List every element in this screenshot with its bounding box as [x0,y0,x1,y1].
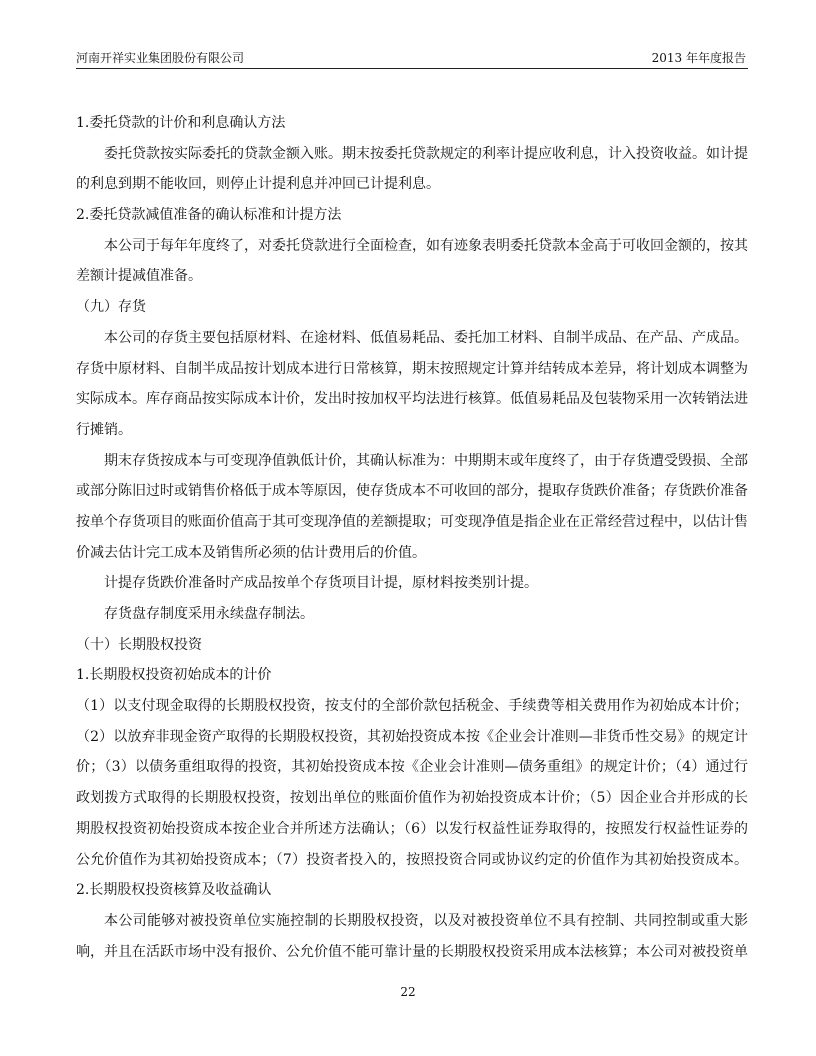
paragraph-line: 的利息到期不能收回，则停止计提利息并冲回已计提利息。 [76,176,440,193]
paragraph-line: 委托贷款按实际委托的贷款金额入账。期末按委托贷款规定的利率计提应收利息，计入投资收益。如计提 [104,145,748,162]
page-number: 22 [400,985,416,999]
paragraph-line: （1）以支付现金取得的长期股权投资，按支付的全部价款包括税金、手续费等相关费用作为初始成本计价； [76,698,748,715]
paragraph-line: 公允价值作为其初始投资成本；（7）投资者投入的，按照投资合同或协议约定的价值作为其初始投资成本。 [76,851,748,868]
paragraph-line: 或部分陈旧过时或销售价格低于成本等原因，使存货成本不可收回的部分，提取存货跌价准备；存货跌价准备 [76,483,748,500]
paragraph-line: 实际成本。库存商品按实际成本计价，发出时按加权平均法进行核算。低值易耗品及包装物采用一次转销法进 [76,391,748,408]
paragraph-line: 存货中原材料、自制半成品按计划成本进行日常核算，期末按照规定计算并结转成本差异，将计划成本调整为 [76,360,748,377]
paragraph-line: 计提存货跌价准备时产成品按单个存货项目计提，原材料按类别计提。 [104,575,538,592]
paragraph-line: 政划拨方式取得的长期股权投资，按划出单位的账面价值作为初始投资成本计价；（5）因企业合并形成的长 [76,790,748,807]
paragraph-line: 差额计提减值准备。 [76,268,202,285]
paragraph-line: 期末存货按成本与可变现净值孰低计价，其确认标准为：中期期末或年度终了，由于存货遭受毁损、全部 [104,452,748,469]
document-body [76,108,748,967]
paragraph-line: 价；（3）以债务重组取得的投资，其初始投资成本按《企业会计准则—债务重组》的规定计价；（4）通过行 [76,759,748,776]
heading-entrusted-loan-impairment: 2.委托贷款减值准备的确认标准和计提方法 [76,207,342,224]
report-title: 2013 年年度报告 [651,51,746,65]
paragraph-line: 价减去估计完工成本及销售所必须的估计费用后的价值。 [76,544,426,561]
paragraph-line: （2）以放弃非现金资产取得的长期股权投资，其初始投资成本按《企业会计准则—非货币性交易》的规定计 [76,728,748,745]
paragraph-line: 按单个存货项目的账面价值高于其可变现净值的差额提取；可变现净值是指企业在正常经营过程中，以估计售 [76,513,748,530]
heading-accounting-income: 2.长期股权投资核算及收益确认 [76,882,272,899]
paragraph-line: 期股权投资初始投资成本按企业合并所述方法确认；（6）以发行权益性证券取得的，按照发行权益性证券的 [76,820,748,837]
heading-entrusted-loan-pricing: 1.委托贷款的计价和利息确认方法 [76,115,286,131]
section-heading-long-term-equity: （十）长期股权投资 [76,636,202,653]
paragraph-line: 存货盘存制度采用永续盘存制法。 [104,606,314,622]
company-name: 河南开祥实业集团股份有限公司 [76,51,245,65]
paragraph-line: 本公司的存货主要包括原材料、在途材料、低值易耗品、委托加工材料、自制半成品、在产品、产成品。 [104,329,748,346]
paragraph-line: 行摊销。 [76,421,132,438]
paragraph-line: 本公司于每年年度终了，对委托贷款进行全面检查，如有迹象表明委托贷款本金高于可收回金额的，按其 [104,237,748,254]
paragraph-line: 响，并且在活跃市场中没有报价、公允价值不能可靠计量的长期股权投资采用成本法核算；本公司对被投资单 [76,943,748,960]
page-header [76,48,748,69]
section-heading-inventory: （九）存货 [76,299,146,316]
heading-initial-cost: 1.长期股权投资初始成本的计价 [76,667,272,684]
paragraph-line: 本公司能够对被投资单位实施控制的长期股权投资，以及对被投资单位不具有控制、共同控制或重大影 [104,912,748,929]
